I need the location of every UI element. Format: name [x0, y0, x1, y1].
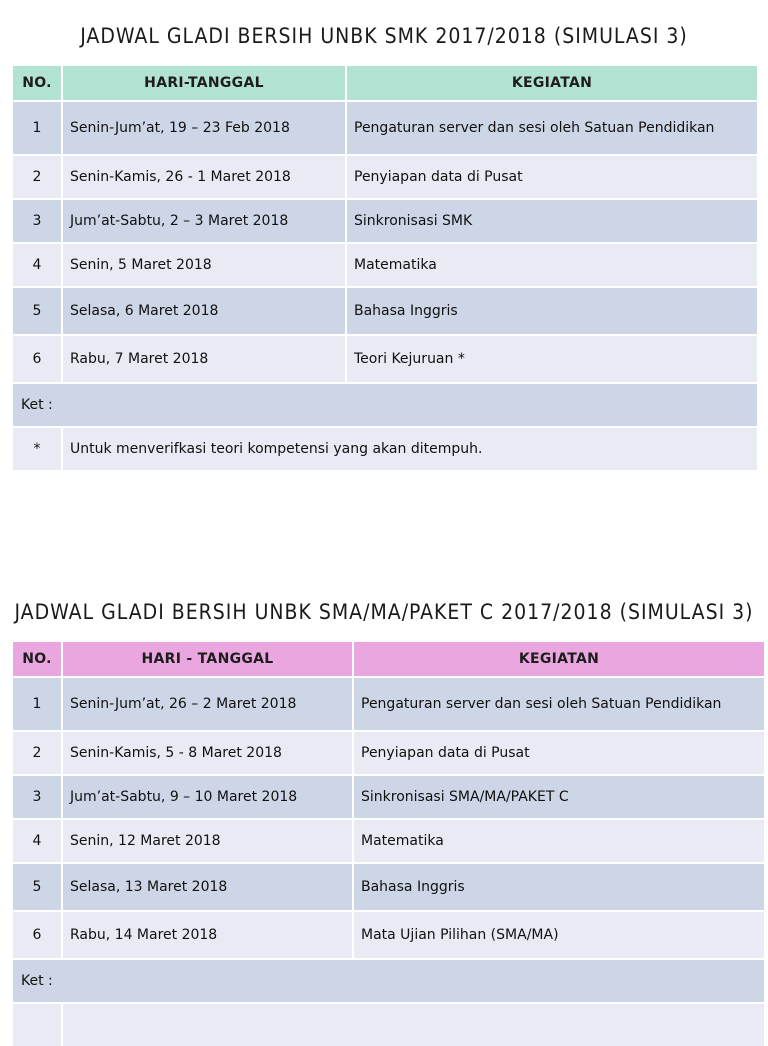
table-row	[13, 774, 764, 818]
row-date: Rabu, 14 Maret 2018	[61, 910, 352, 958]
row-no: 5	[13, 286, 61, 334]
table-row	[13, 818, 764, 862]
notes-label: Ket :	[13, 382, 757, 426]
table-row	[13, 730, 764, 774]
note-row	[13, 1002, 764, 1046]
row-no: 3	[13, 774, 61, 818]
row-no: 4	[13, 818, 61, 862]
row-no: 4	[13, 242, 61, 286]
row-no: 1	[13, 100, 61, 154]
header-no: NO.	[13, 642, 61, 676]
row-no: 6	[13, 334, 61, 382]
table-row	[13, 100, 757, 154]
header-activity: KEGIATAN	[345, 66, 757, 100]
row-date: Jum’at-Sabtu, 9 – 10 Maret 2018	[61, 774, 352, 818]
row-activity: Bahasa Inggris	[352, 862, 764, 910]
header-no: NO.	[13, 66, 61, 100]
row-no: 6	[13, 910, 61, 958]
row-activity: Penyiapan data di Pusat	[352, 730, 764, 774]
row-no: 1	[13, 676, 61, 730]
row-date: Senin, 12 Maret 2018	[61, 818, 352, 862]
row-activity: Pengaturan server dan sesi oleh Satuan Pendidikan	[345, 100, 757, 154]
table-row	[13, 154, 757, 198]
note-text-empty	[61, 1002, 764, 1046]
table-row	[13, 198, 757, 242]
row-activity: Matematika	[345, 242, 757, 286]
row-activity: Teori Kejuruan *	[345, 334, 757, 382]
table-row	[13, 676, 764, 730]
row-activity: Pengaturan server dan sesi oleh Satuan Pendidikan	[352, 676, 764, 730]
table-header-row	[13, 66, 757, 100]
notes-label-row	[13, 958, 764, 1002]
table-header-row	[13, 642, 764, 676]
notes-label-row	[13, 382, 757, 426]
row-activity: Bahasa Inggris	[345, 286, 757, 334]
row-date: Senin-Kamis, 5 - 8 Maret 2018	[61, 730, 352, 774]
header-date: HARI - TANGGAL	[61, 642, 352, 676]
row-date: Rabu, 7 Maret 2018	[61, 334, 345, 382]
table-row	[13, 242, 757, 286]
row-activity: Sinkronisasi SMA/MA/PAKET C	[352, 774, 764, 818]
row-no: 5	[13, 862, 61, 910]
schedule-table-sma	[13, 642, 764, 1046]
row-no: 3	[13, 198, 61, 242]
row-date: Jum’at-Sabtu, 2 – 3 Maret 2018	[61, 198, 345, 242]
row-date: Selasa, 13 Maret 2018	[61, 862, 352, 910]
row-date: Senin-Jum’at, 19 – 23 Feb 2018	[61, 100, 345, 154]
row-date: Senin-Kamis, 26 - 1 Maret 2018	[61, 154, 345, 198]
row-date: Selasa, 6 Maret 2018	[61, 286, 345, 334]
row-activity: Penyiapan data di Pusat	[345, 154, 757, 198]
row-activity: Matematika	[352, 818, 764, 862]
note-text: Untuk menverifkasi teori kompetensi yang akan ditempuh.	[61, 426, 757, 470]
note-row	[13, 426, 757, 470]
note-mark: *	[13, 426, 61, 470]
row-activity: Mata Ujian Pilihan (SMA/MA)	[352, 910, 764, 958]
schedule-table-smk	[13, 66, 757, 470]
row-no: 2	[13, 154, 61, 198]
table-row	[13, 334, 757, 382]
header-date: HARI-TANGGAL	[61, 66, 345, 100]
table-row	[13, 286, 757, 334]
row-activity: Sinkronisasi SMK	[345, 198, 757, 242]
row-date: Senin-Jum’at, 26 – 2 Maret 2018	[61, 676, 352, 730]
note-mark-empty	[13, 1002, 61, 1046]
table-row	[13, 862, 764, 910]
row-date: Senin, 5 Maret 2018	[61, 242, 345, 286]
schedule-title-sma: JADWAL GLADI BERSIH UNBK SMA/MA/PAKET C 2017/2018 (SIMULASI 3)	[14, 600, 754, 624]
header-activity: KEGIATAN	[352, 642, 764, 676]
notes-label: Ket :	[13, 958, 764, 1002]
table-row	[13, 910, 764, 958]
row-no: 2	[13, 730, 61, 774]
schedule-title-smk: JADWAL GLADI BERSIH UNBK SMK 2017/2018 (SIMULASI 3)	[80, 24, 688, 48]
